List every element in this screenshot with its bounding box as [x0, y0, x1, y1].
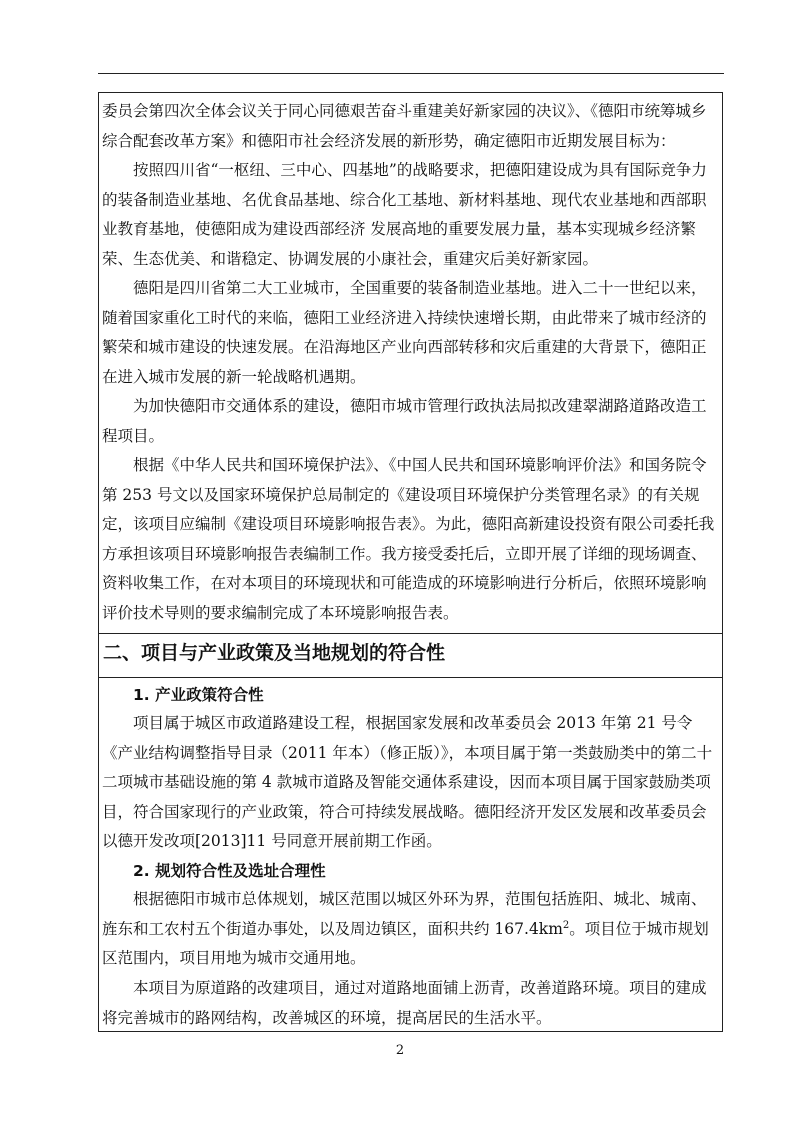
section-title: 二、项目与产业政策及当地规划的符合性 — [103, 642, 446, 664]
page-number: 2 — [395, 1043, 405, 1058]
paragraph-development-goal: 按照四川省“一枢纽、三中心、四基地”的战略要求，把德阳建设成为具有国际竞争力的装备制造业基地、名优食品基地、综合化工基地、新材料基地、现代农业基地和西部职业教育基地，使德阳成为建设西部经济 发展高地的重要发展力量，基本实现城乡经济繁荣、生态优美、和谐稳定、协调发展的小康社会，重建灾后美好新家园。 — [102, 161, 707, 268]
paragraph-legal-basis: 根据《中华人民共和国环境保护法》、《中国人民共和国环境影响评价法》和国务院令第 253 号文以及国家环境保护总局制定的《建设项目环境保护分类管理名录》的有关规定，该项目应编制《建设项目环境影响报告表》。为此，德阳高新建设投资有限公司委托我方承担该项目环境影响报告表编制工作。我方接受委托后，立即开展了详细的现场调查、资料收集工作，在对本项目的环境现状和可能造成的环境影响进行分析后，依照环境影响评价技术导则的要求编制完成了本环境影响报告表。 — [102, 456, 715, 622]
paragraph-project-intro: 为加快德阳市交通体系的建设，德阳市城市管理行政执法局拟改建翠湖路道路改造工程项目。 — [102, 397, 707, 445]
subsection-title-planning: 2. 规划符合性及选址合理性 — [133, 862, 326, 880]
section-divider-bottom — [99, 677, 722, 678]
paragraph-deyang-industry: 德阳是四川省第二大工业城市，全国重要的装备制造业基地。进入二十一世纪以来，随着国家重化工时代的来临，德阳工业经济进入持续快速增长期，由此带来了城市经济的繁荣和城市建设的快速发展。在沿海地区产业向西部转移和灾后重建的大背景下，德阳正在进入城市发展的新一轮战略机遇期。 — [102, 279, 707, 386]
paragraph-planning-scope: 根据德阳市城市总体规划，城区范围以城区外环为界，范围包括旌阳、城北、城南、旌东和工农村五个街道办事处，以及周边镇区，面积共约 $167.4km^2$。项目位于城市规划区范围内，项目用地为城市交通用地。 — [102, 890, 709, 967]
paragraph-continuation: 委员会第四次全体会议关于同心同德艰苦奋斗重建美好新家园的决议》、《德阳市统筹城乡综合配套改革方案》和德阳市社会经济发展的新形势，确定德阳市近期发展目标为： — [102, 102, 707, 150]
superscript: 2 — [562, 919, 570, 931]
subsection-title-industry-policy: 1. 产业政策符合性 — [133, 686, 264, 704]
section-divider-top — [99, 633, 722, 634]
header-rule — [98, 73, 724, 74]
paragraph-industry-policy: 项目属于城区市政道路建设工程，根据国家发展和改革委员会 2013 年第 21 号令《产业结构调整指导目录（2011 年本）（修正版）》，本项目属于第一类鼓励类中的第二十二项城市基础设施的第 4 款城市道路及智能交通体系建设，因而本项目属于国家鼓励类项目，符合国家现行的产业政策，符合可持续发展战略。德阳经济开发区发展和改革委员会以德开发改项[2013]11 号同意开展前期工作函。 — [102, 714, 713, 850]
content-table — [98, 92, 723, 1032]
paragraph-project-benefit: 本项目为原道路的改建项目，通过对道路地面铺上沥青，改善道路环境。项目的建成将完善城市的路网结构，改善城区的环境，提高居民的生活水平。 — [102, 979, 707, 1027]
